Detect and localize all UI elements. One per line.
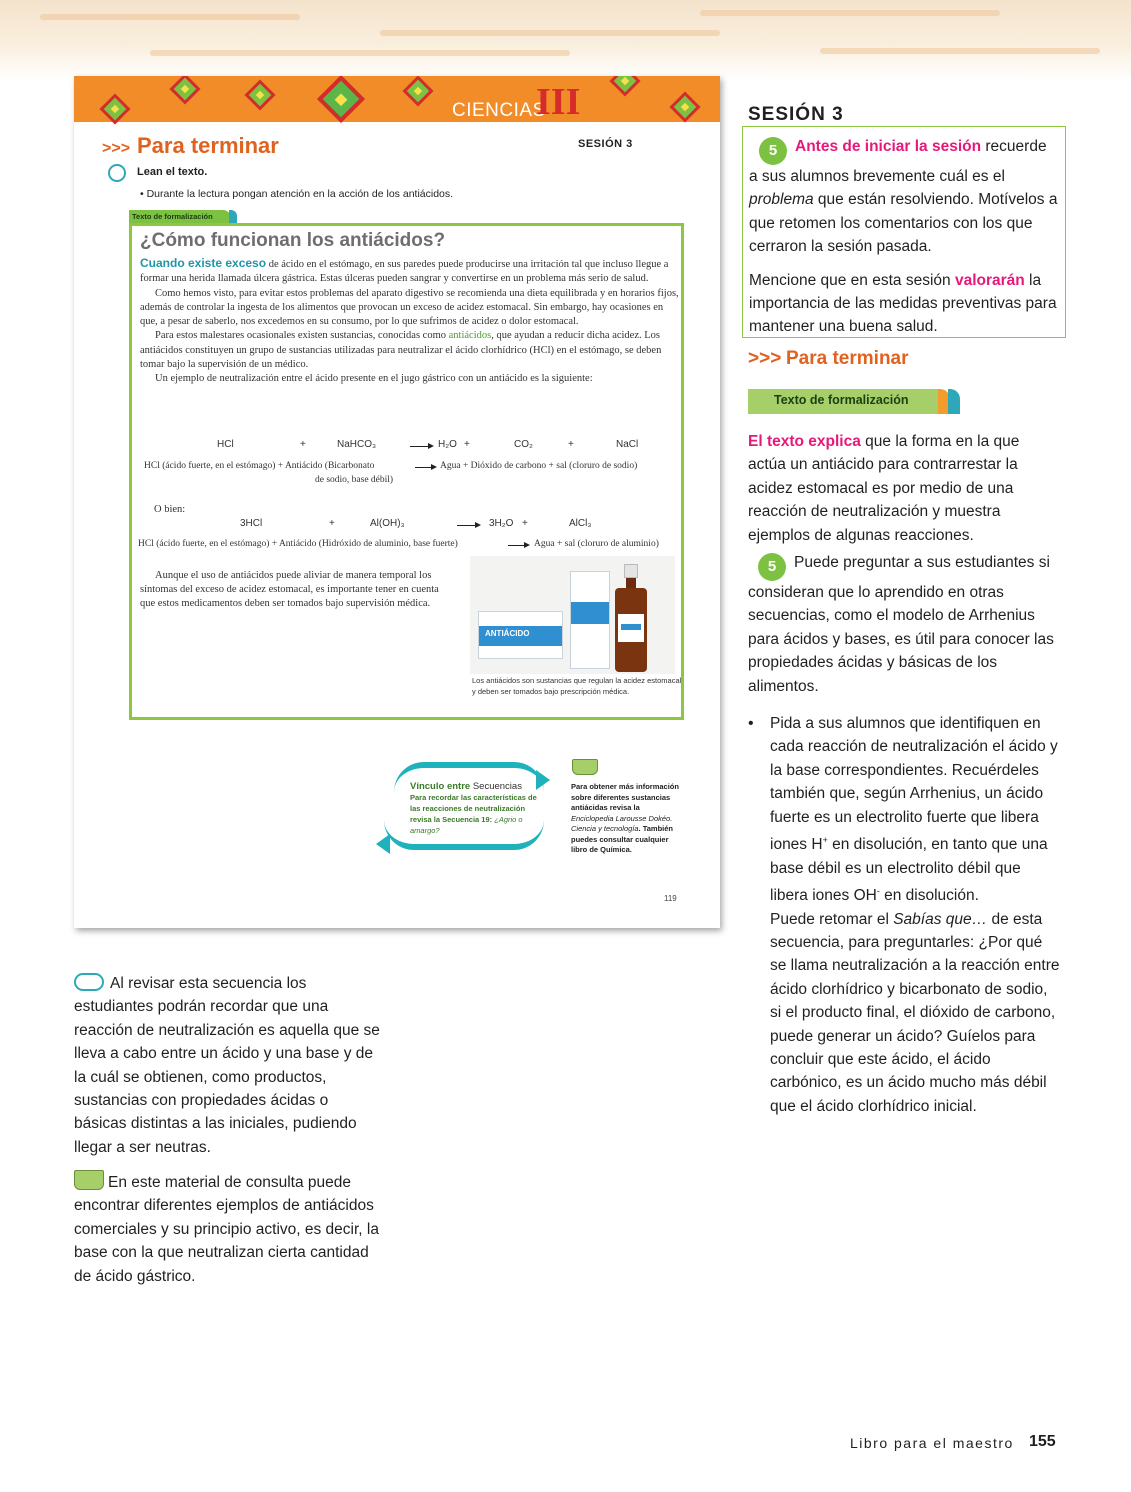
mention-bold: valorarán: [954, 271, 1025, 289]
reaction-arrow: [415, 467, 435, 468]
sequence-link-heading-text: Vínculo entre: [410, 781, 471, 792]
reaction-plus: +: [568, 439, 574, 450]
reaction-plus: +: [329, 518, 335, 529]
intro-paragraph: [749, 135, 1059, 259]
box-body: [140, 256, 680, 387]
book-icon: [74, 1170, 104, 1190]
explanation-text: que la forma en la que actúa un antiácido para contrarrestar la acidez estomacal es por medio de una reacción de neutralización y muestra ejemplos de algunas reacciones.: [748, 433, 1020, 544]
arrhenius-block: [748, 551, 1060, 698]
medicine-bottle-image: [615, 564, 647, 672]
antacid-box-image: [570, 571, 610, 669]
paragraph-text: de ácido en el estómago, en sus paredes puede producirse una irritación tal que incluso llegue a formar una herida llamada úlcera gástrica. Estas úlceras pueden sangrar y convertirse en un problema más serio de salud.: [140, 259, 669, 285]
review-paragraph: [74, 972, 384, 1159]
superscript: -: [876, 886, 880, 896]
reaction-formula: CO₂: [514, 439, 533, 450]
paragraph-text: Para estos malestares ocasionales existen sustancias, conocidas como: [155, 330, 449, 342]
reaction-arrow: [457, 525, 479, 526]
intro-lead: Antes de iniciar la sesión: [795, 138, 982, 155]
reaction-formula: Al(OH)₃: [370, 518, 405, 529]
reaction-arrow: [508, 545, 528, 546]
cycle-icon: [74, 973, 104, 991]
sequence-link-heading: [410, 781, 545, 792]
arrow-head-icon: [376, 834, 390, 854]
subject-roman-numeral: III: [536, 81, 581, 123]
formalization-tab: Texto de formalización: [129, 210, 231, 224]
explanation-paragraph: [748, 430, 1060, 547]
reaction-formula: NaCl: [616, 439, 639, 450]
reaction-formula: H₂O: [438, 439, 457, 450]
sequence-link-note: [410, 781, 545, 836]
paragraph: [140, 256, 680, 287]
mention-text: la importancia de las medidas preventivas para mantener una buena salud.: [749, 271, 1057, 336]
box-title: ¿Cómo funcionan los antiácidos?: [140, 230, 446, 251]
paragraph: Un ejemplo de neutralización entre el ácido presente en el jugo gástrico con un antiácido es la siguiente:: [155, 373, 593, 385]
formalization-tab: Texto de formalización: [748, 389, 948, 414]
student-book-page: [74, 76, 720, 928]
intro-emphasis: problema: [749, 191, 814, 209]
paint-streak: [40, 14, 300, 20]
top-decorative-band: [0, 0, 1131, 80]
paint-streak: [380, 30, 720, 36]
footer-label: Libro para el maestro: [850, 1435, 1014, 1451]
paint-streak: [700, 10, 1000, 16]
section-title: Para terminar: [786, 348, 909, 369]
reference-paragraph: [74, 1170, 384, 1288]
explanation-block: [748, 430, 1060, 547]
closing-paragraph: Aunque el uso de antiácidos puede aliviar de manera temporal los síntomas del exceso de acidez estomacal, es importante tener en cuenta que estos medicamentos deben ser tomados bajo supervisión médica.: [140, 570, 439, 609]
arrhenius-text: Puede preguntar a sus estudiantes si consideran que lo aprendido en otras secuencias, como el modelo de Arrhenius para ácidos y bases, es útil para conocer las propiedades ácidas y básicas de los alimentos.: [748, 554, 1054, 695]
alternative-label: O bien:: [154, 504, 186, 515]
paragraph: Como hemos visto, para evitar estos problemas del aparato digestivo se recomienda una dieta equilibrada y en horarios fijos, además de controlar la ingesta de los alimentos que provocan un exceso de acidez estomacal. Sin embargo, hay ocasiones en que, a pesar de saberlo, nos excedemos en su consumo, por lo que sufrimos de acidez o dolor estomacal.: [140, 287, 679, 328]
intro-text: que están resolviendo. Motívelos a que retomen los comentarios con los que cerraron la sesión pasada.: [749, 191, 1058, 256]
activity-bullet: [748, 712, 1060, 1118]
activity-text: [748, 712, 1060, 1118]
section-arrows: >>>: [102, 140, 131, 157]
arrhenius-paragraph: [748, 551, 1060, 698]
reference-note: [571, 782, 681, 856]
book-icon: [572, 759, 598, 775]
cycle-icon: [108, 164, 126, 182]
highlight-term: antiácidos: [448, 330, 492, 342]
sequence-link-ref: ¿Agrio o amargo?: [410, 815, 523, 835]
instruction-bullet: • Durante la lectura pongan atención en la acción de los antiácidos.: [140, 188, 454, 200]
reference-text: En este material de consulta puede encontrar diferentes ejemplos de antiácidos comerciales y su principio activo, es decir, la base con la que neutralizan cierta cantidad de ácido gástrico.: [74, 1174, 379, 1285]
session-label: SESIÓN 3: [578, 138, 633, 150]
activity-text-part: Puede retomar el: [770, 910, 894, 928]
reaction-formula: NaHCO₃: [337, 439, 377, 450]
step-badge: 5: [759, 137, 787, 165]
mention-text: Mencione que en esta sesión: [749, 271, 955, 289]
activity-text-part: en disolución.: [879, 887, 979, 905]
formalization-box: [129, 223, 684, 720]
student-page-number: 119: [664, 894, 677, 903]
reaction-formula: HCl: [217, 439, 234, 450]
sequence-link-text: [410, 792, 545, 836]
activity-text-part: Pida a sus alumnos que identifiquen en cada reacción de neutralización el ácido y la base correspondientes. Recuérdeles también que, según Arrhenius, un ácido fuerte es un electrolito fuerte que libera iones H: [770, 715, 1058, 854]
reference-note-text: . También puedes consultar cualquier libro de Química.: [571, 824, 673, 854]
superscript: +: [822, 835, 828, 846]
paragraph-text: , que ayudan a reducir dicha acidez. Los antiácidos constituyen un grupo de sustancias utilizadas para neutralizar el ácido clorhídrico (HCl) en el estómago, se deben tomar bajo la supervisión de un médico.: [140, 330, 662, 371]
lead-term: Cuando existe exceso: [140, 256, 267, 270]
mention-paragraph: [749, 269, 1059, 339]
antacid-photo: [470, 556, 675, 674]
intro-text: recuerde a sus alumnos brevemente cuál es el: [749, 138, 1047, 185]
paint-streak: [820, 48, 1100, 54]
reference-note-text: Para obtener más información sobre diferentes sustancias antiácidas revisa la: [571, 782, 679, 812]
reference-material-note: [74, 1170, 384, 1288]
activity-emphasis: Sabías que…: [893, 910, 988, 928]
subject-label: CIENCIAS: [452, 100, 546, 121]
session-intro-box: [742, 126, 1066, 338]
reaction-description: HCl (ácido fuerte, en el estómago) + Antiácido (Bicarbonato: [144, 461, 375, 471]
instruction-text: Lean el texto.: [137, 166, 208, 178]
paragraph: [140, 329, 680, 372]
review-text: Al revisar esta secuencia los estudiantes podrán recordar que una reacción de neutralización es aquella que se lleva a cabo entre un ácido y una base y de la cuál se obtienen, como productos, sustancias con propiedades ácidas o básicas distintas a las iniciales, pudiendo llegar a ser neutras.: [74, 975, 380, 1156]
product-label: ANTIÁCIDO: [485, 629, 530, 638]
reaction-formula: 3HCl: [240, 518, 263, 529]
activity-text-part: de esta secuencia, para preguntarles: ¿Por qué se llama neutralización a la reacción entre ácido clorhídrico y bicarbonato de sodio, si el producto final, el dióxido de carbono, puede generar un ácido? Guíelos para concluir que este ácido, el ácido carbónico, es un ácido mucho más débil que el ácido clorhídrico inicial.: [770, 910, 1060, 1115]
reference-title: Enciclopedia Larousse Dokéo. Ciencia y tecnología: [571, 813, 673, 833]
reaction-description: Agua + sal (cloruro de aluminio): [534, 539, 659, 549]
session-heading: SESIÓN 3: [748, 104, 844, 125]
step-badge: 5: [758, 553, 786, 581]
page-number: 155: [1029, 1433, 1056, 1450]
bullet-dot: •: [748, 715, 754, 732]
reaction-description: Agua + Dióxido de carbono + sal (cloruro de sodio): [440, 461, 638, 471]
reaction-arrow: [410, 446, 432, 447]
section-arrows: >>>: [748, 348, 782, 369]
sequence-link-body: Para recordar las características de las reacciones de neutralización revisa la Secuencia 19:: [410, 793, 537, 824]
reaction-formula: AlCl₃: [569, 518, 592, 529]
paint-streak: [150, 50, 570, 56]
reaction-plus: +: [522, 518, 528, 529]
sequence-link-heading-text: Secuencias: [470, 781, 522, 792]
explanation-lead: El texto explica: [748, 433, 861, 450]
reaction-description: HCl (ácido fuerte, en el estómago) + Antiácido (Hidróxido de aluminio, base fuerte): [138, 539, 458, 549]
reaction-plus: +: [464, 439, 470, 450]
reaction-plus: +: [300, 439, 306, 450]
section-title: Para terminar: [137, 133, 279, 158]
activity-text-part: en disolución, en tanto que una base débil es un electrolito débil que libera iones OH: [770, 836, 1048, 905]
reaction-formula: 3H₂O: [489, 518, 514, 529]
reaction-description: de sodio, base débil): [315, 475, 394, 485]
photo-caption: Los antiácidos son sustancias que regulan la acidez estomacal y deben ser tomados bajo prescripción médica.: [472, 676, 682, 696]
antacid-box-image: [478, 611, 563, 659]
review-note: [74, 972, 384, 1159]
